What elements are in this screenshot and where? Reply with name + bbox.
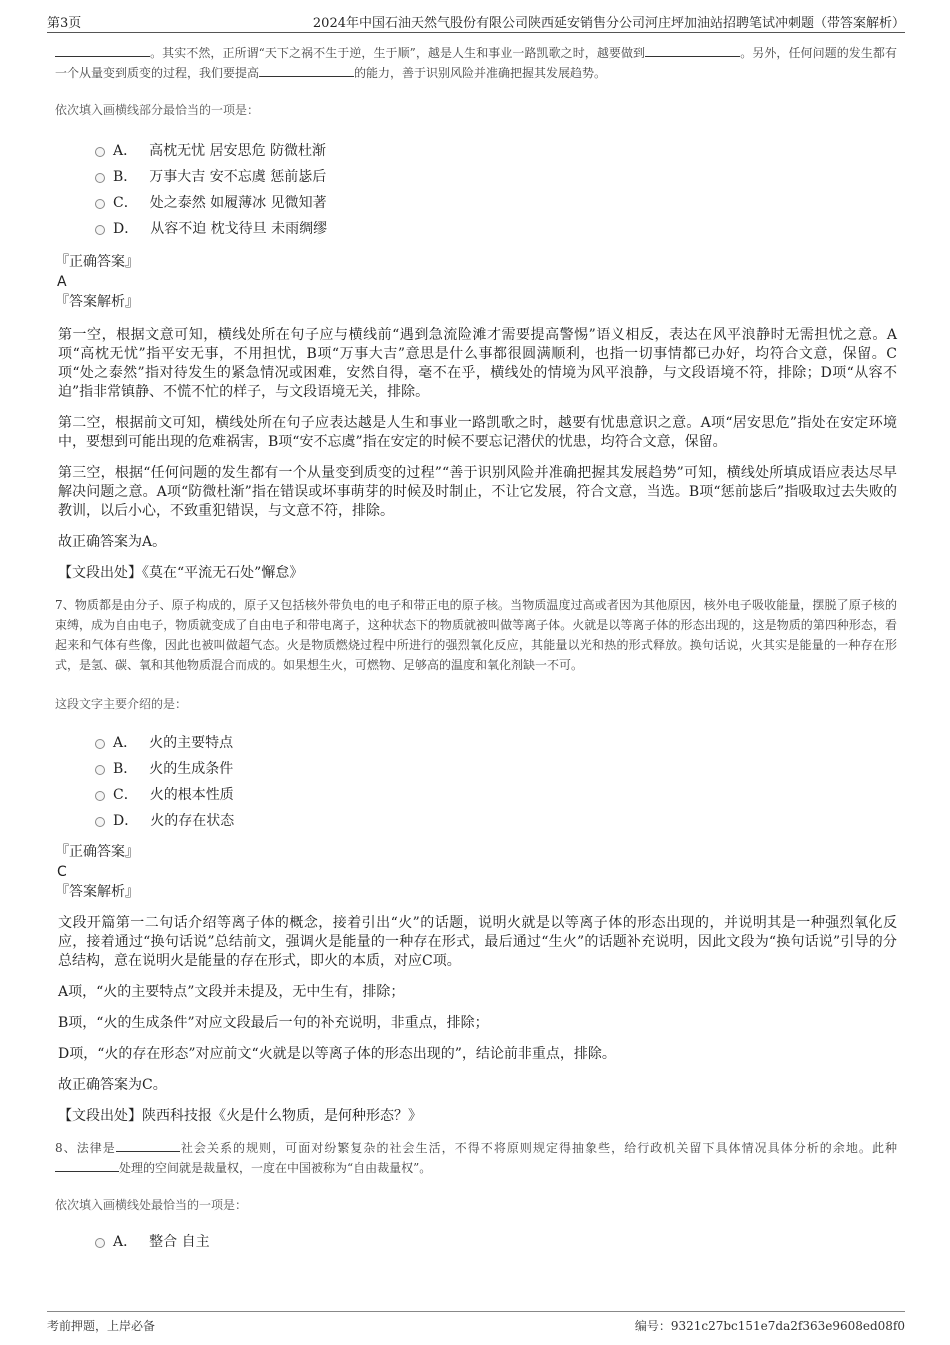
q7-stem: 7、物质都是由分子、原子构成的，原子又包括核外带负电的电子和带正电的原子核。当物质温度过高或者因为其他原因，核外电子吸收能量，摆脱了原子核的束缚，成为自由电子，物质就变成了自由电子和带电离子，这种状态下的物质就被叫做等离子体。火就是以等离子体的形态出现的，这是物质的第四种形态，看起来和气体有些像，因此也被叫做超气态。火是物质燃烧过程中所进行的强烈氧化反应，其能量以光和热的形式释放。换句话说，火其实是能量的一种存在形式，是氢、碳、氧和其他物质混合而成的。如果想生火，可燃物、足够高的温度和氧化剂缺一不可。	[55, 598, 897, 672]
q6-stem-part-b: 。另外，任何问题的发生都有一个从量变到质变的过程，我们要提高	[55, 46, 897, 80]
footer-doc-id: 编号：9321c27bc151e7da2f363e9608ed08f0	[634, 1319, 905, 1333]
q6-stem	[55, 43, 897, 83]
q8-prompt: 依次填入画横线处最恰当的一项是：	[55, 1198, 248, 1212]
q8-option-a[interactable]: A． 整合 自主	[95, 1229, 897, 1255]
document-title: 2024年中国石油天然气股份有限公司陕西延安销售分公司河庄坪加油站招聘笔试冲刺题（带答案解析）	[312, 16, 905, 31]
q8-stem-part-b: 社会关系的规则，可面对纷繁复杂的社会生活，不得不将原则规定得抽象些，给行政机关留下具体情况具体分析的余地。此种	[179, 1141, 897, 1155]
q8-stem-part-a: 8、法律是	[55, 1141, 116, 1155]
q7-option-a[interactable]: A． 火的主要特点	[95, 730, 897, 756]
q6-source: 【文段出处】《莫在“平流无石处”懈怠》	[58, 565, 304, 581]
q8-stem	[55, 1138, 897, 1178]
q6-analysis-3: 第三空，根据“任何问题的发生都有一个从量变到质变的过程”“善于识别风险并准确把握其发展趋势”可知，横线处所填成语应表达尽早解决问题之意。A项“防微杜渐”指在错误或坏事萌芽的时候及时制止，不让它发展，符合文意，当选。B项“惩前毖后”指吸取过去失败的教训，以后小心，不致重犯错误，与文意不符，排除。	[58, 465, 897, 519]
radio-icon[interactable]	[95, 1238, 105, 1248]
q8-options	[95, 1229, 897, 1255]
q7-answer: C	[57, 864, 67, 880]
radio-icon[interactable]	[95, 199, 105, 209]
radio-icon[interactable]	[95, 765, 105, 775]
q7-analysis-tag: 『答案解析』	[55, 884, 139, 900]
q6-stem-part-c: 的能力，善于识别风险并准确把握其发展趋势。	[354, 66, 607, 80]
q6-analysis-2: 第二空，根据前文可知，横线处所在句子应表达越是人生和事业一路凯歌之时，越要有忧患意识之意。A项“居安思危”指处在安定环境中，要想到可能出现的危难祸害，B项“安不忘虞”指在安定的时候不要忘记潜伏的忧患，均符合文意，保留。	[58, 415, 897, 450]
q6-conclusion: 故正确答案为A。	[58, 534, 167, 550]
radio-icon[interactable]	[95, 791, 105, 801]
fill-blank-1	[116, 1138, 180, 1152]
radio-icon[interactable]	[95, 225, 105, 235]
q7-source: 【文段出处】陕西科技报《火是什么物质，是何种形态？》	[58, 1108, 422, 1124]
q7-conclusion: 故正确答案为C。	[58, 1077, 167, 1093]
q6-options	[95, 138, 897, 242]
q7-answer-tag: 『正确答案』	[55, 844, 139, 860]
q7-option-d[interactable]: D． 火的存在状态	[95, 808, 897, 834]
q6-answer: A	[57, 274, 67, 290]
q6-option-c[interactable]: C． 处之泰然 如履薄冰 见微知著	[95, 190, 897, 216]
q6-option-b[interactable]: B． 万事大吉 安不忘虞 惩前毖后	[95, 164, 897, 190]
radio-icon[interactable]	[95, 173, 105, 183]
q7-analysis-a: A项，“火的主要特点”文段并未提及，无中生有，排除；	[58, 984, 405, 1000]
fill-blank-2	[55, 1158, 119, 1172]
page-number: 第3页	[47, 16, 82, 31]
q7-analysis-1: 文段开篇第一二句话介绍等离子体的概念，接着引出“火”的话题，说明火就是以等离子体的形态出现的，并说明其是一种强烈氧化反应，接着通过“换句话说”总结前文，强调火是能量的一种存在形式，最后通过“生火”的话题补充说明，因此文段为“换句话说”引导的分总结构，意在说明火是能量的存在形式，即火的本质，对应C项。	[58, 915, 897, 969]
radio-icon[interactable]	[95, 739, 105, 749]
q6-analysis-1: 第一空，根据文意可知，横线处所在句子应与横线前“遇到急流险滩才需要提高警惕”语义相反，表达在风平浪静时无需担忧之意。A项“高枕无忧”指平安无事，不用担忧，B项“万事大吉”意思是什么事都很圆满顺利，也指一切事情都已办好，均符合文意，保留。C项“处之泰然”指对待发生的紧急情况或困难，安然自得，毫不在乎，横线处的情境为风平浪静，与文段语境不符，排除；D项“从容不迫”指非常镇静、不慌不忙的样子，与文段语境无关，排除。	[58, 327, 897, 400]
q6-option-d[interactable]: D． 从容不迫 枕戈待旦 未雨绸缪	[95, 216, 897, 242]
q7-option-c[interactable]: C． 火的根本性质	[95, 782, 897, 808]
q6-analysis-tag: 『答案解析』	[55, 294, 139, 310]
q8-stem-part-c: 处理的空间就是裁量权，一度在中国被称为“自由裁量权”。	[119, 1161, 432, 1175]
q7-analysis-b: B项，“火的生成条件”对应文段最后一句的补充说明，非重点，排除；	[58, 1015, 489, 1031]
radio-icon[interactable]	[95, 147, 105, 157]
q6-stem-part-a: 。其实不然，正所谓“天下之祸不生于逆，生于顺”，越是人生和事业一路凯歌之时，越要做到	[150, 46, 646, 60]
q7-prompt: 这段文字主要介绍的是：	[55, 697, 188, 711]
q6-prompt: 依次填入画横线部分最恰当的一项是：	[55, 103, 260, 117]
fill-blank-1	[55, 43, 150, 57]
q6-option-a[interactable]: A． 高枕无忧 居安思危 防微杜渐	[95, 138, 897, 164]
page-header	[47, 10, 905, 33]
q7-option-b[interactable]: B． 火的生成条件	[95, 756, 897, 782]
radio-icon[interactable]	[95, 817, 105, 827]
page-footer	[47, 1311, 905, 1336]
fill-blank-3	[259, 63, 354, 77]
q7-analysis-d: D项，“火的存在形态”对应前文“火就是以等离子体的形态出现的”，结论前非重点，排除。	[58, 1046, 616, 1062]
q7-options	[95, 730, 897, 834]
document-body	[55, 43, 897, 1255]
q6-answer-tag: 『正确答案』	[55, 254, 139, 270]
footer-slogan: 考前押题，上岸必备	[47, 1319, 156, 1333]
fill-blank-2	[645, 43, 740, 57]
